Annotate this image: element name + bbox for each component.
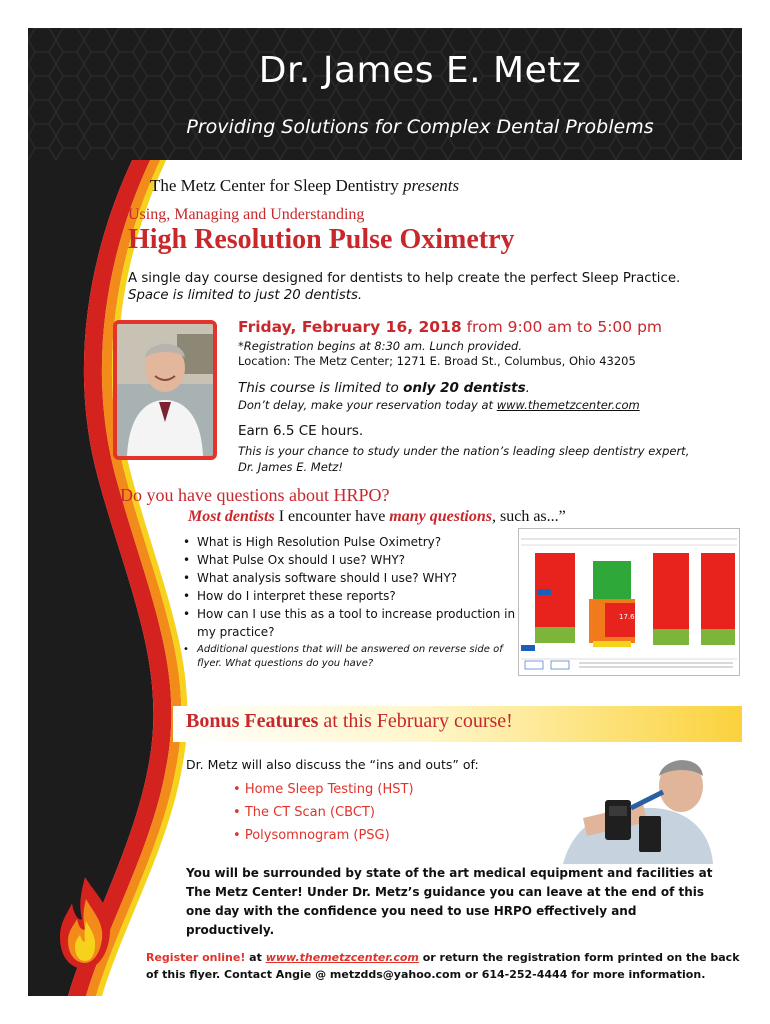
flyer — [28, 28, 742, 996]
presents-word: presents — [403, 176, 460, 195]
list-item: • Home Sleep Testing (HST) — [233, 778, 414, 801]
questions-heading: “Do you have questions about HRPO? — [112, 485, 390, 505]
sub-mid: I encounter have — [274, 508, 390, 525]
limit-bold: only 20 dentists — [403, 380, 526, 396]
doctor-portrait-photo — [113, 320, 217, 460]
tagline: Providing Solutions for Complex Dental Problems — [186, 116, 654, 138]
register-website-link[interactable]: www.themetzcenter.com — [265, 951, 419, 964]
event-location: Location: The Metz Center; 1271 E. Broad St., Columbus, Ohio 43205 — [238, 354, 636, 368]
presenter-name: The Metz Center for Sleep Dentistry — [150, 176, 399, 195]
event-time: from 9:00 am to 5:00 pm — [461, 318, 663, 336]
report-value: 17.6 — [619, 613, 635, 621]
limit-prefix: This course is limited to — [238, 380, 404, 396]
description-line: A single day course designed for dentists to help create the perfect Sleep Practice. — [128, 271, 681, 286]
bonus-rest: at this February course! — [318, 710, 513, 732]
sub-end: , such as...” — [491, 508, 566, 525]
list-item: • How do I interpret these reports? — [183, 587, 523, 605]
flame-logo-icon — [52, 873, 118, 973]
presenter-line — [150, 176, 459, 196]
chance-line-1: This is your chance to study under the nation’s leading sleep dentistry expert, — [238, 444, 690, 458]
chance-line-2: Dr. James E. Metz! — [238, 460, 343, 474]
course-kicker: Using, Managing and Understanding — [128, 206, 365, 223]
list-item: • Polysomnogram (PSG) — [233, 824, 414, 847]
patient-illustration — [543, 746, 713, 864]
additional-questions-note: • Additional questions that will be answered on reverse side of flyer. What questions do you have? — [183, 643, 523, 671]
questions-subheading — [188, 508, 566, 526]
list-item: • What Pulse Ox should I use? WHY? — [183, 551, 523, 569]
register-lead: Register online! — [146, 951, 246, 964]
bonus-bold: Bonus Features — [186, 710, 319, 732]
registration-note: *Registration begins at 8:30 am. Lunch provided. — [238, 339, 522, 353]
register-paragraph — [146, 949, 742, 983]
oximetry-report-image — [518, 528, 740, 676]
ce-hours: Earn 6.5 CE hours. — [238, 423, 364, 439]
list-item: • What analysis software should I use? WHY? — [183, 569, 523, 587]
report-bar — [653, 629, 689, 645]
register-rest: or return the registration form printed on the back of this flyer. Contact Angie @ metzdds@yahoo.com or 614-252-4444 for more information. — [146, 951, 740, 981]
register-at: at — [245, 951, 266, 964]
list-item: • What is High Resolution Pulse Oximetry? — [183, 533, 523, 551]
reservation-line — [238, 398, 718, 412]
website-link[interactable]: www.themetzcenter.com — [496, 398, 640, 412]
patient-sleep-test-photo — [543, 746, 713, 864]
question-list — [183, 533, 523, 671]
chance-text — [238, 443, 718, 475]
course-title: High Resolution Pulse Oximetry — [128, 224, 515, 255]
bonus-heading — [186, 710, 513, 733]
hexagon-pattern — [28, 28, 742, 160]
limit-line — [238, 380, 718, 396]
bonus-topic-list — [233, 778, 414, 847]
reservation-prefix: Don’t delay, make your reservation today at — [238, 398, 497, 412]
course-description — [128, 270, 680, 304]
closing-paragraph: You will be surrounded by state of the art medical equipment and facilities at The Metz Center! Under Dr. Metz’s guidance you can leave at the end of this one day with the confidence you need to use HRPO effectively and productively. — [186, 866, 713, 937]
report-bar — [535, 627, 575, 643]
event-date: Friday, February 16, 2018 — [238, 318, 462, 336]
space-note: Space is limited to just 20 dentists. — [128, 288, 363, 303]
list-item: • How can I use this as a tool to increase production in my practice? — [183, 605, 523, 641]
header-banner — [28, 28, 742, 160]
doctor-name-title: Dr. James E. Metz — [258, 50, 582, 91]
bonus-intro: Dr. Metz will also discuss the “ins and outs” of: — [186, 757, 479, 772]
event-date-line — [238, 318, 718, 336]
limit-suffix: . — [525, 380, 530, 396]
event-details — [238, 318, 718, 475]
many-questions: many questions — [389, 508, 492, 525]
list-item: • The CT Scan (CBCT) — [233, 801, 414, 824]
report-bar — [701, 629, 735, 645]
report-graphic — [519, 529, 739, 675]
portrait-illustration — [117, 324, 213, 456]
most-dentists: Most dentists — [188, 508, 275, 525]
